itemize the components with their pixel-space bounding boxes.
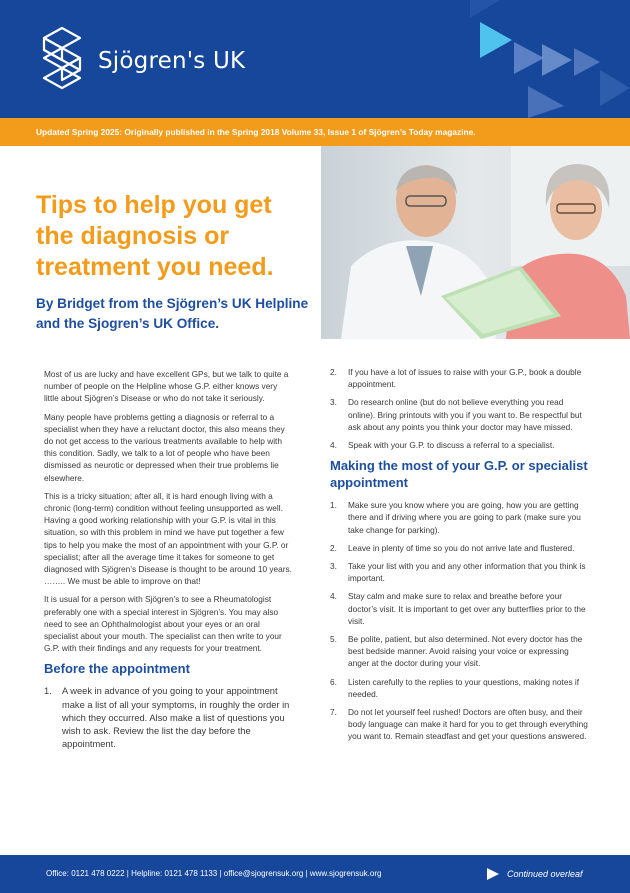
- list-item: [330, 676, 588, 700]
- list-text: Leave in plenty of time so you do not arrive late and flustered.: [348, 542, 575, 553]
- list-text: Speak with your G.P. to discuss a referral to a specialist.: [348, 440, 555, 451]
- making-heading: Making the most of your G.P. or specialist appointment: [330, 458, 588, 491]
- list-item: [330, 439, 588, 451]
- sjogrens-logo-icon: [40, 26, 84, 90]
- list-text: Do not let yourself feel rushed! Doctors are often busy, and their body language can make it hard for you to get through everything you want to. Remain steadfast and get your questions answered.: [348, 707, 588, 742]
- intro-paragraph: Many people have problems getting a diagnosis or referral to a specialist when they have a reluctant doctor, this also means they do not get access to the various treatments available to help with this condition. Sadly, we talk to a lot of people who have been dismissed as neurotic or depressed when their true problems lie elsewhere.: [44, 411, 285, 483]
- list-text: Take your list with you and any other information that you think is important.: [348, 561, 586, 584]
- list-text: Stay calm and make sure to relax and breathe before your doctor’s visit. It is important to get over any butterflies prior to the visit.: [348, 591, 586, 626]
- decorative-chevrons: [470, 0, 630, 118]
- intro-paragraph: Most of us are lucky and have excellent GPs, but we talk to quite a number of people on the Helpline whose G.P. either knows very little about Sjögren’s Disease or who do not take it seriously.: [44, 369, 289, 404]
- list-number: 2.: [330, 367, 337, 377]
- list-item: [330, 560, 588, 584]
- list-text: Make sure you know where you are going, how you are getting there and if driving where you are going to park (make sure you take change for parking).: [348, 500, 581, 535]
- right-column: [330, 366, 588, 749]
- list-item: [330, 706, 588, 743]
- list-number: 1.: [44, 686, 52, 697]
- list-item: [330, 633, 588, 670]
- list-item: [330, 396, 588, 433]
- list-number: 3.: [330, 561, 337, 572]
- continued-label: Continued overleaf: [507, 869, 583, 879]
- list-text: Do research online (but do not believe everything you read online). Bring printouts with you if you want to. Be respectful but ask about any points you think your doctor may have missed.: [348, 397, 582, 432]
- list-text: If you have a lot of issues to raise with your G.P., book a double appointment.: [348, 367, 582, 390]
- article-byline: By Bridget from the Sjögren’s UK Helpline and the Sjogren’s UK Office.: [36, 296, 309, 331]
- list-number: 4.: [330, 440, 337, 451]
- list-number: 6.: [330, 676, 337, 687]
- footer-contacts: Office: 0121 478 0222 | Helpline: 0121 478 1133 | office@sjogrensuk.org | www.sjogrensuk.org: [46, 869, 382, 878]
- list-text: A week in advance of you going to your appointment make a list of all your symptoms, in roughly the order in which they occurred. Also make a list of questions you wish to ask. Review the list the day before the appointment.: [62, 686, 290, 750]
- list-number: 1.: [330, 500, 337, 511]
- list-number: 7.: [330, 707, 337, 718]
- list-number: 5.: [330, 634, 337, 645]
- doctor-patient-photo: [321, 146, 630, 339]
- list-item: [44, 685, 294, 751]
- list-item: [330, 366, 588, 390]
- list-number: 4.: [330, 591, 337, 602]
- intro-paragraph: It is usual for a person with Sjögren’s to see a Rheumatologist preferably one with a special interest in Sjögren’s. You may also need to see an Ophthalmologist about your eyes or an oral specialist about your mouth. The specialist can then write to your G.P. with their findings and any requests for your treatment.: [44, 594, 282, 654]
- brand-name: Sjögren's UK: [98, 48, 246, 74]
- continued-overleaf: [486, 867, 583, 881]
- before-heading: Before the appointment: [44, 661, 190, 677]
- list-text: Listen carefully to the replies to your questions, making notes if needed.: [348, 676, 580, 699]
- list-item: [330, 499, 588, 536]
- list-text: Be polite, patient, but also determined. Not every doctor has the best bedside manner. Avoid raising your voice or expressing anger at the doctor during your visit.: [348, 634, 583, 669]
- intro-paragraph: This is a tricky situation; after all, it is hard enough living with a chronic (long-term) condition without feeling unsupported as well. Having a good working relationship with your G.P. is vital in this situation, so with this problem in mind we have put together a few tips to help you make the most of an appointment with your G.P. or specialist; after all the average time it takes for someone to get diagnosed with Sjögren’s Disease is thought to be around 10 years. …….. We must be able to improve on that!: [44, 490, 292, 587]
- play-arrow-icon: [486, 867, 500, 881]
- publication-banner: Updated Spring 2025: Originally published in the Spring 2018 Volume 33, Issue 1 of Sjögren’s Today magazine.: [0, 118, 630, 146]
- header-bar: [0, 0, 630, 118]
- left-column: [44, 368, 294, 757]
- footer-bar: [0, 855, 630, 893]
- list-number: 3.: [330, 397, 337, 408]
- list-number: 2.: [330, 542, 337, 553]
- article-title: Tips to help you get the diagnosis or treatment you need.: [36, 191, 274, 281]
- list-item: [330, 590, 588, 627]
- list-item: [330, 542, 588, 554]
